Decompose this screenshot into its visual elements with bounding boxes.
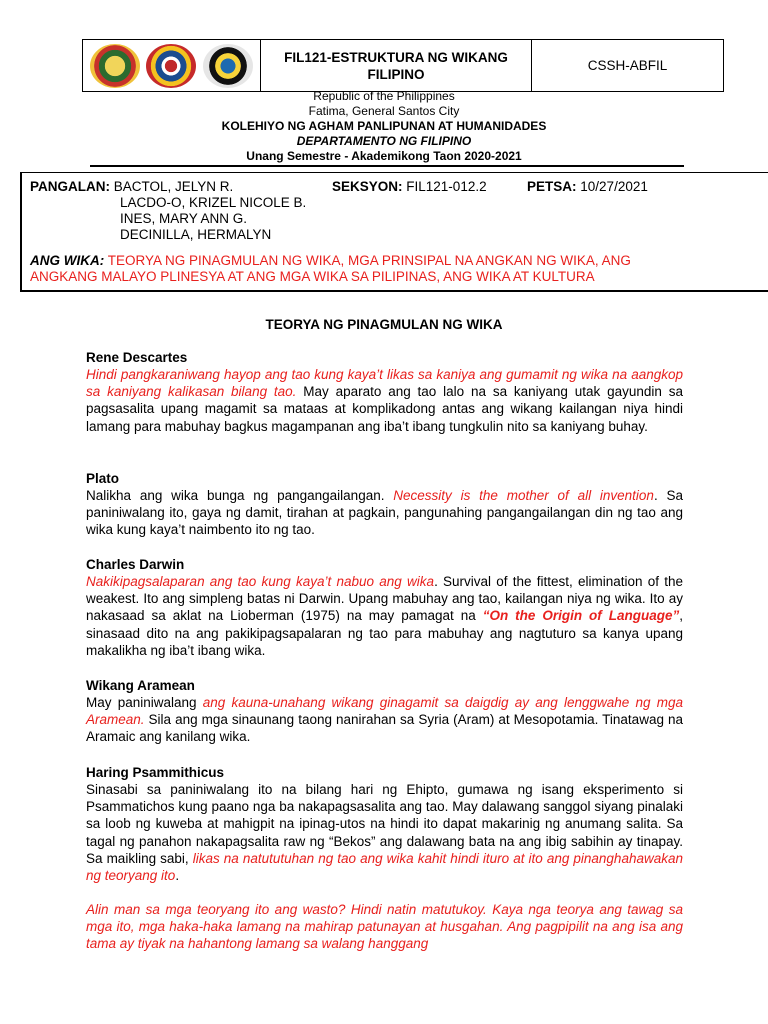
darwin-text-a: . Survival of the fittest, elimination of the weakest. Ito ang simpleng batas ni Darwin. Upang mabuhay ang tao, kailangan niya ng wika. Ito ay nakasaad sa aklat na Lioberman (1975) na may pamagat na xyxy=(86,574,683,624)
date-row xyxy=(527,179,648,195)
plato-text-b: . Sa paniniwalang ito, gaya ng damit, tirahan at pagkain, pangunahing pangangailangan din ng tao ang wika kung kaya’t naimbento ito ng tao. xyxy=(86,488,684,538)
aramean-text-b: Sila ang mga sinaunang taong nanirahan sa Syria (Aram) at Mesopotamia. Tinatawag na Aramaic ang kanilang wika. xyxy=(86,712,683,745)
letterhead-department: DEPARTAMENTO NG FILIPINO xyxy=(296,134,472,148)
paragraph-psammithicus xyxy=(86,781,683,884)
logo-cell xyxy=(83,40,261,91)
plato-text-a: Nalikha ang wika bunga ng pangangailangan. xyxy=(86,488,394,503)
heading-aramean: Wikang Aramean xyxy=(86,678,195,693)
psammithicus-text-b: . xyxy=(175,868,180,884)
descartes-text: May aparato ang tao lalo na sa kaniyang utak gayundin sa pagsasalita upang magamit sa mataas at komplikadong antas ang wikang kailangan niya hindi lamang para mabuhay bagkus magampanan ang iba’t ibang tungkulin nito sa kaniyang buhay. xyxy=(86,384,683,434)
section-label: SEKSYON: xyxy=(332,179,403,194)
paragraph-closing: Alin man sa mga teoryang ito ang wasto? Hindi natin matutukoy. Kaya nga teorya ang tawag sa mga ito, mga haka-haka lamang na mahirap patunayan at husgahan. Ang pagpipilit na ang isa ang tama ay tiyak na hahantong lamang sa walang hanggang xyxy=(86,902,683,952)
name-2: LACDO-O, KRIZEL NICOLE B. xyxy=(120,195,307,210)
topic-text-1: TEORYA NG PINAGMULAN NG WIKA, MGA PRINSIPAL NA ANGKAN NG WIKA, ANG xyxy=(107,253,631,268)
name-1: BACTOL, JELYN R. xyxy=(113,179,234,194)
psammithicus-quote: likas na natututuhan ng tao ang wika kahit hindi ituro at ito ang pinanghahawakan ng teoryang ito xyxy=(86,850,683,884)
header-table xyxy=(82,39,724,92)
darwin-text-b: , sinasaad dito na ang pakikipagsapalaran ng tao para mabuhay ang nagtuturo sa kanya upang makalikha ng iba’t ibang wika. xyxy=(86,608,684,658)
course-title-line1: FIL121-ESTRUKTURA NG WIKANG xyxy=(284,49,508,65)
page-title: TEORYA NG PINAGMULAN NG WIKA xyxy=(265,317,503,332)
darwin-quote: Nakikipagsalaparan ang tao kung kaya’t nabuo ang wika xyxy=(86,574,435,589)
topic-text-2: ANGKANG MALAYO PLINESYA AT ANG MGA WIKA SA PILIPINAS, ANG WIKA AT KULTURA xyxy=(30,269,595,284)
course-title-line2: FILIPINO xyxy=(367,66,425,82)
header-divider xyxy=(90,165,684,167)
letterhead-country: Republic of the Philippines xyxy=(313,89,455,103)
name-label: PANGALAN: xyxy=(30,179,110,194)
psammithicus-text-a: Sinasabi sa paniniwalang ito na bilang hari ng Ehipto, gumawa ng isang eksperimento si Psammatichos kung paano nga ba nakapagsasalita ang tao. May dalawang sanggol siyang pinalaki sa loob ng kuweba at mahigpit na ipinag-utos na hindi ito dapat makarinig ng anumang salita. Sa tagal ng panahon nakapagsalita raw ng “Bekos” ang dalawang bata na ang ibig sabihin ay tinapay. Sa maikling sabi, xyxy=(86,782,683,866)
name-row xyxy=(30,179,233,195)
descartes-quote: Hindi pangkaraniwang hayop ang tao kung kaya’t likas sa kaniya ang gumamit ng wika na aangkop sa kaniyang kalikasan bilang tao. xyxy=(86,367,683,400)
course-code: CSSH-ABFIL xyxy=(587,58,668,73)
name-3: INES, MARY ANN G. xyxy=(120,211,248,226)
topic-line-1 xyxy=(30,253,631,269)
college-seal-logo xyxy=(146,44,196,88)
name-4: DECINILLA, HERMALYN xyxy=(120,227,272,242)
date-value: 10/27/2021 xyxy=(580,179,648,194)
paragraph-aramean xyxy=(86,694,683,746)
school-seal-logo xyxy=(90,44,140,88)
aramean-quote: ang kauna-unahang wikang ginagamit sa daigdig ay ang lenggwahe ng mga Aramean. xyxy=(86,695,683,728)
aramean-text-a: May paniniwalang xyxy=(86,695,203,710)
heading-darwin: Charles Darwin xyxy=(86,557,185,572)
topic-label: ANG WIKA: xyxy=(30,253,105,268)
heading-psammithicus: Haring Psammithicus xyxy=(86,765,225,780)
paragraph-darwin xyxy=(86,573,683,659)
heading-descartes: Rene Descartes xyxy=(86,350,188,365)
section-value: FIL121-012.2 xyxy=(406,179,487,194)
course-title-cell xyxy=(261,40,532,91)
letterhead-college: KOLEHIYO NG AGHAM PANLIPUNAN AT HUMANIDADES xyxy=(221,119,547,133)
darwin-book-title: “On the Origin of Language” xyxy=(482,608,680,624)
plato-quote: Necessity is the mother of all invention xyxy=(393,488,654,503)
section-row xyxy=(332,179,487,195)
letterhead xyxy=(0,89,768,164)
paragraph-plato xyxy=(86,487,683,539)
letterhead-semester: Unang Semestre - Akademikong Taon 2020-2021 xyxy=(246,149,522,163)
heading-plato: Plato xyxy=(86,471,120,486)
paragraph-descartes xyxy=(86,366,683,435)
date-label: PETSA: xyxy=(527,179,577,194)
letterhead-city: Fatima, General Santos City xyxy=(308,104,460,118)
department-seal-logo xyxy=(203,44,253,88)
